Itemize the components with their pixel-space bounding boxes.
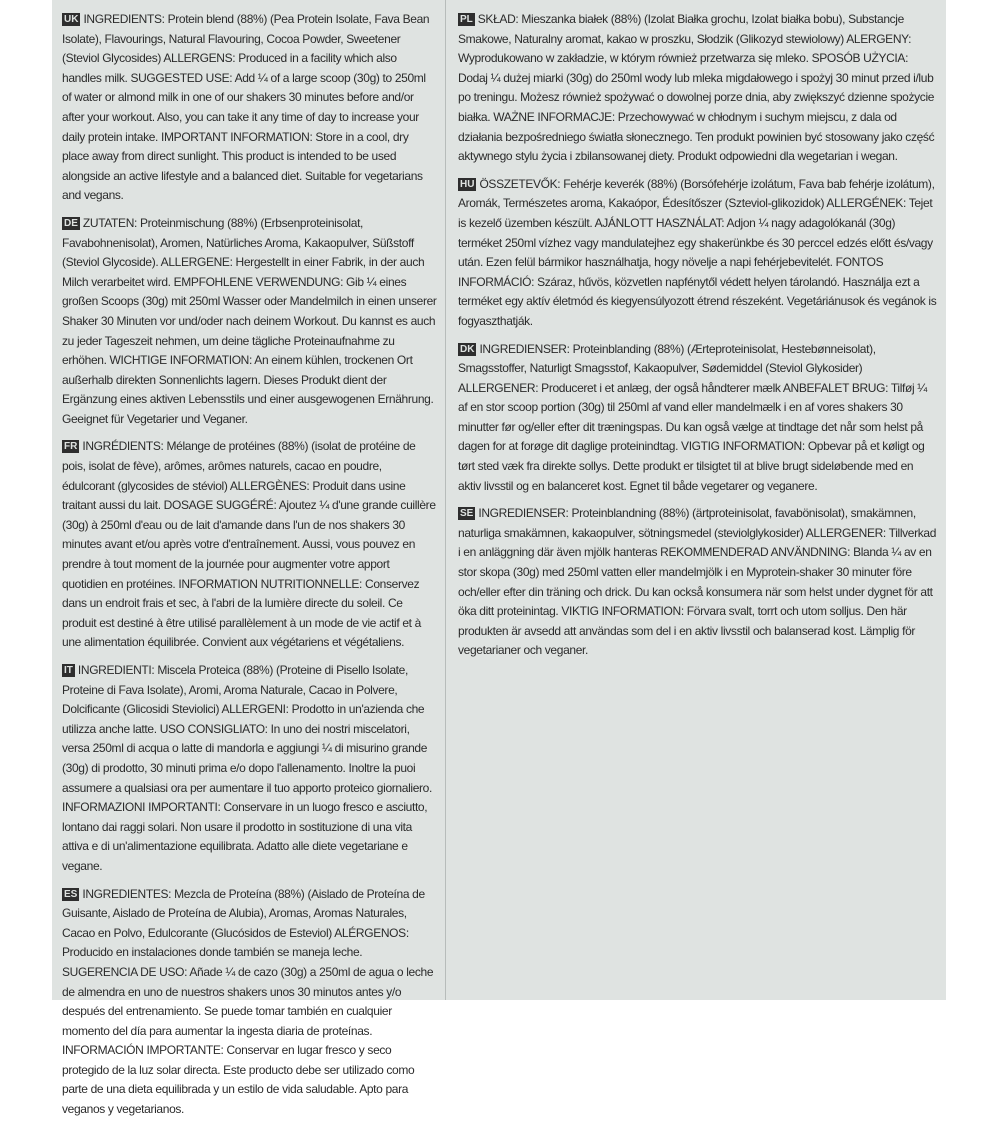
language-block-fr [62, 437, 437, 653]
block-text: ZUTATEN: Proteinmischung (88%) (Erbsenproteinisolat, Favabohnenisolat), Aromen, Natürliches Aroma, Kakaopulver, Süßstoff (Steviol Glycoside). ALLERGENE: Hergestellt in einer Fabrik, in der auch Milch verarbeitet wird. EMPFOHLENE VERWENDUNG: Gib ¼ eines großen Scoops (30g) mit 250ml Wasser oder Mandelmilch in einen unserer Shaker 30 Minuten vor und/oder nach deinem Workout. Du kannst es auch zu jeder Tageszeit nehmen, um deine tägliche Proteinaufnahme zu erhöhen. WICHTIGE INFORMATION: An einem kühlen, trockenen Ort außerhalb direkten Sonnenlichts lagern. Dieses Produkt dient der Ergänzung eines aktiven Lebensstils und einer ausgewogenen Ernährung. Geeignet für Vegetarier und Veganer. [62, 215, 437, 426]
language-block-se [458, 504, 938, 661]
language-code-badge: PL [460, 14, 473, 25]
language-code-badge: SE [460, 508, 474, 520]
block-text: INGREDIENSER: Proteinblandning (88%) (ärtproteinisolat, favabönisolat), smakämnen, naturliga smakämnen, kakaopulver, sötningsmedel (steviolglykosider) ALLERGENER: Tillverkad i en anläggning där även mjölk hanteras REKOMMENDERAD ANVÄNDNING: Blanda ¼ av en stor skopa (30g) med 250ml vatten eller mandelmjölk i en Myprotein-shaker 30 minuter före och/eller efter din träning och drick. Du kan också konsumera när som helst under dygnet för att öka ditt proteinintag. VIKTIG INFORMATION: Förvara svalt, torrt och utom solljus. Den här produkten är avsedd att användas som del i en aktiv livsstil och balanserad kost. Lämplig för vegetarianer och veganer. [458, 506, 937, 658]
language-block-uk [62, 10, 437, 206]
right-column [458, 10, 938, 669]
language-code-badge: UK [64, 14, 79, 25]
language-code-badge: DE [64, 217, 78, 229]
language-code-badge: HU [460, 178, 475, 190]
block-text: INGREDIENTS: Protein blend (88%) (Pea Protein Isolate, Fava Bean Isolate), Flavourings, Natural Flavouring, Cocoa Powder, Sweetener (Steviol Glycosides) ALLERGENS: Produced in a facility which also handles milk. SUGGESTED USE: Add ¼ of a large scoop (30g) to 250ml of water or almond milk in one of our shakers 30 minutes before and/or after your workout. Also, you can take it any time of day to increase your daily protein intake. IMPORTANT INFORMATION: Store in a cool, dry place away from direct sunlight. This product is intended to be used alongside an active lifestyle and a balanced diet. Suitable for vegetarians and vegans. [62, 12, 430, 203]
language-block-dk [458, 340, 938, 497]
language-block-de [62, 214, 437, 430]
block-text: INGREDIENSER: Proteinblanding (88%) (Ærteproteinisolat, Hestebønneisolat), Smagsstoffer, Naturligt Smagsstof, Kakaopulver, Sødemiddel (Steviol Glykosider) ALLERGENER: Produceret i et anlæg, der også håndterer mælk ANBEFALET BRUG: Tilføj ¼ af en stor scoop portion (30g) til 250ml af vand eller mandelmælk i en af vores shakers 30 minutter før og/eller efter dit træningspas. Du kan også vælge at tindtage det når som helst på dagen for at forøge dit daglige proteinindtag. VIGTIG INFORMATION: Opbevar på et køligt og tørt sted væk fra direkte sollys. Dette produkt er tilsigtet til at blive brugt sideløbende med en aktiv livsstil og en balanceret kost. Egnet til både vegetarer og veganere. [458, 341, 927, 493]
block-text: INGREDIENTI: Miscela Proteica (88%) (Proteine di Pisello Isolate, Proteine di Fava Isolate), Aromi, Aroma Naturale, Cacao in Polvere, Dolcificante (Glicosidi Steviolici) ALLERGENI: Prodotto in un'azienda che utilizza anche latte. USO CONSIGLIATO: In uno dei nostri miscelatori, versa 250ml di acqua o latte di mandorla e aggiungi ¼ di misurino grande (30g) di prodotto, 30 minuti prima e/o dopo l'allenamento. Inoltre la puoi assumere a qualsiasi ora per aumentare il tuo apporto proteico giornaliero. INFORMAZIONI IMPORTANTI: Conservare in un luogo fresco e asciutto, lontano dai raggi solari. Non usare il prodotto in sostituzione di una vita attiva e di un'alimentazione equilibrata. Adatto alle diete vegetariane e vegane. [62, 663, 432, 873]
language-code-badge: DK [460, 343, 475, 355]
language-code-badge: FR [64, 441, 78, 453]
language-code-badge: IT [64, 665, 73, 676]
column-divider [445, 0, 446, 1000]
language-block-hu [458, 175, 938, 332]
block-text: INGREDIENTES: Mezcla de Proteína (88%) (Aislado de Proteína de Guisante, Aislado de Proteína de Alubia), Aromas, Aromas Naturales, Cacao en Polvo, Edulcorante (Glucósidos de Esteviol) ALÉRGENOS: Producido en instalaciones donde también se maneja leche. SUGERENCIA DE USO: Añade ¼ de cazo (30g) a 250ml de agua o leche de almendra en uno de nuestros shakers unos 30 minutos antes y/o después del entrenamiento. Se puede tomar también en cualquier momento del día para aumentar la ingesta diaria de proteínas. INFORMACIÓN IMPORTANTE: Conservar en lugar fresco y seco protegido de la luz solar directa. Este producto debe ser utilizado como parte de una dieta equilibrada y un estilo de vida saludable. Apto para veganos y vegetarianos. [62, 886, 434, 1117]
left-column [62, 10, 437, 1128]
language-code-badge: ES [64, 888, 78, 900]
block-text: SKŁAD: Mieszanka białek (88%) (Izolat Białka grochu, Izolat białka bobu), Substancje Smakowe, Naturalny aromat, kakao w proszku, Słodzik (Glikozyd stewiolowy) ALERGENY: Wyprodukowano w zakładzie, w którym również przetwarza się mleko. SPOSÓB UŻYCIA: Dodaj ¼ dużej miarki (30g) do 250ml wody lub mleka migdałowego i spożyj 30 minut przed i/lub po treningu. Możesz również spożywać o dowolnej porze dnia, aby zwiększyć dzienne spożycie białka. WAŻNE INFORMACJE: Przechowywać w chłodnym i suchym miejscu, z dala od działania bezpośredniego światła słonecznego. Ten produkt powinien być stosowany jako część aktywnego stylu życia i zbilansowanej diety. Produkt odpowiedni dla wegetarian i wegan. [458, 12, 935, 164]
block-text: INGRÉDIENTS: Mélange de protéines (88%) (isolat de protéine de pois, isolat de fève), arômes, arômes naturels, cacao en poudre, édulcorant (glycosides de stéviol) ALLERGÈNES: Produit dans usine traitant aussi du lait. DOSAGE SUGGÉRÉ: Ajoutez ¼ d'une grande cuillère (30g) à 250ml d'eau ou de lait d'amande dans l'un de nos shakers 30 minutes avant et/ou après votre d'entraînement. Aussi, vous pouvez en prendre à tout moment de la journée pour augmenter votre apport quotidien en protéines. INFORMATION NUTRITIONNELLE: Conservez dans un endroit frais et sec, à l'abri de la lumière directe du soleil. Ce produit est destiné à être utilisé parallèlement à un mode de vie actif et à une alimentation équilibrée. Convient aux végétariens et végétaliens. [62, 439, 436, 650]
block-text: ÖSSZETEVŐK: Fehérje keverék (88%) (Borsófehérje izolátum, Fava bab fehérje izolátum), Aromák, Természetes aroma, Kakaópor, Édesítőszer (Szteviol-glikozidok) ALLERGÉNEK: Tejet is kezelő üzemben készült. AJÁNLOTT HASZNÁLAT: Adjon ¼ nagy adagolókanál (30g) terméket 250ml vízhez vagy mandulatejhez egy shakerünkbe és 30 perccel edzés előtt és/vagy után. Ezen felül bármikor használhatja, hogy növelje a napi fehérjebevitelét. FONTOS INFORMÁCIÓ: Száraz, hűvös, közvetlen napfénytől védett helyen tárolandó. Használja ezt a terméket egy aktív életmód és kiegyensúlyozott étrend részeként. Vegetáriánusok és vegánok is fogyaszthatják. [458, 176, 937, 328]
language-block-it [62, 661, 437, 877]
language-block-pl [458, 10, 938, 167]
language-block-es [62, 885, 437, 1120]
